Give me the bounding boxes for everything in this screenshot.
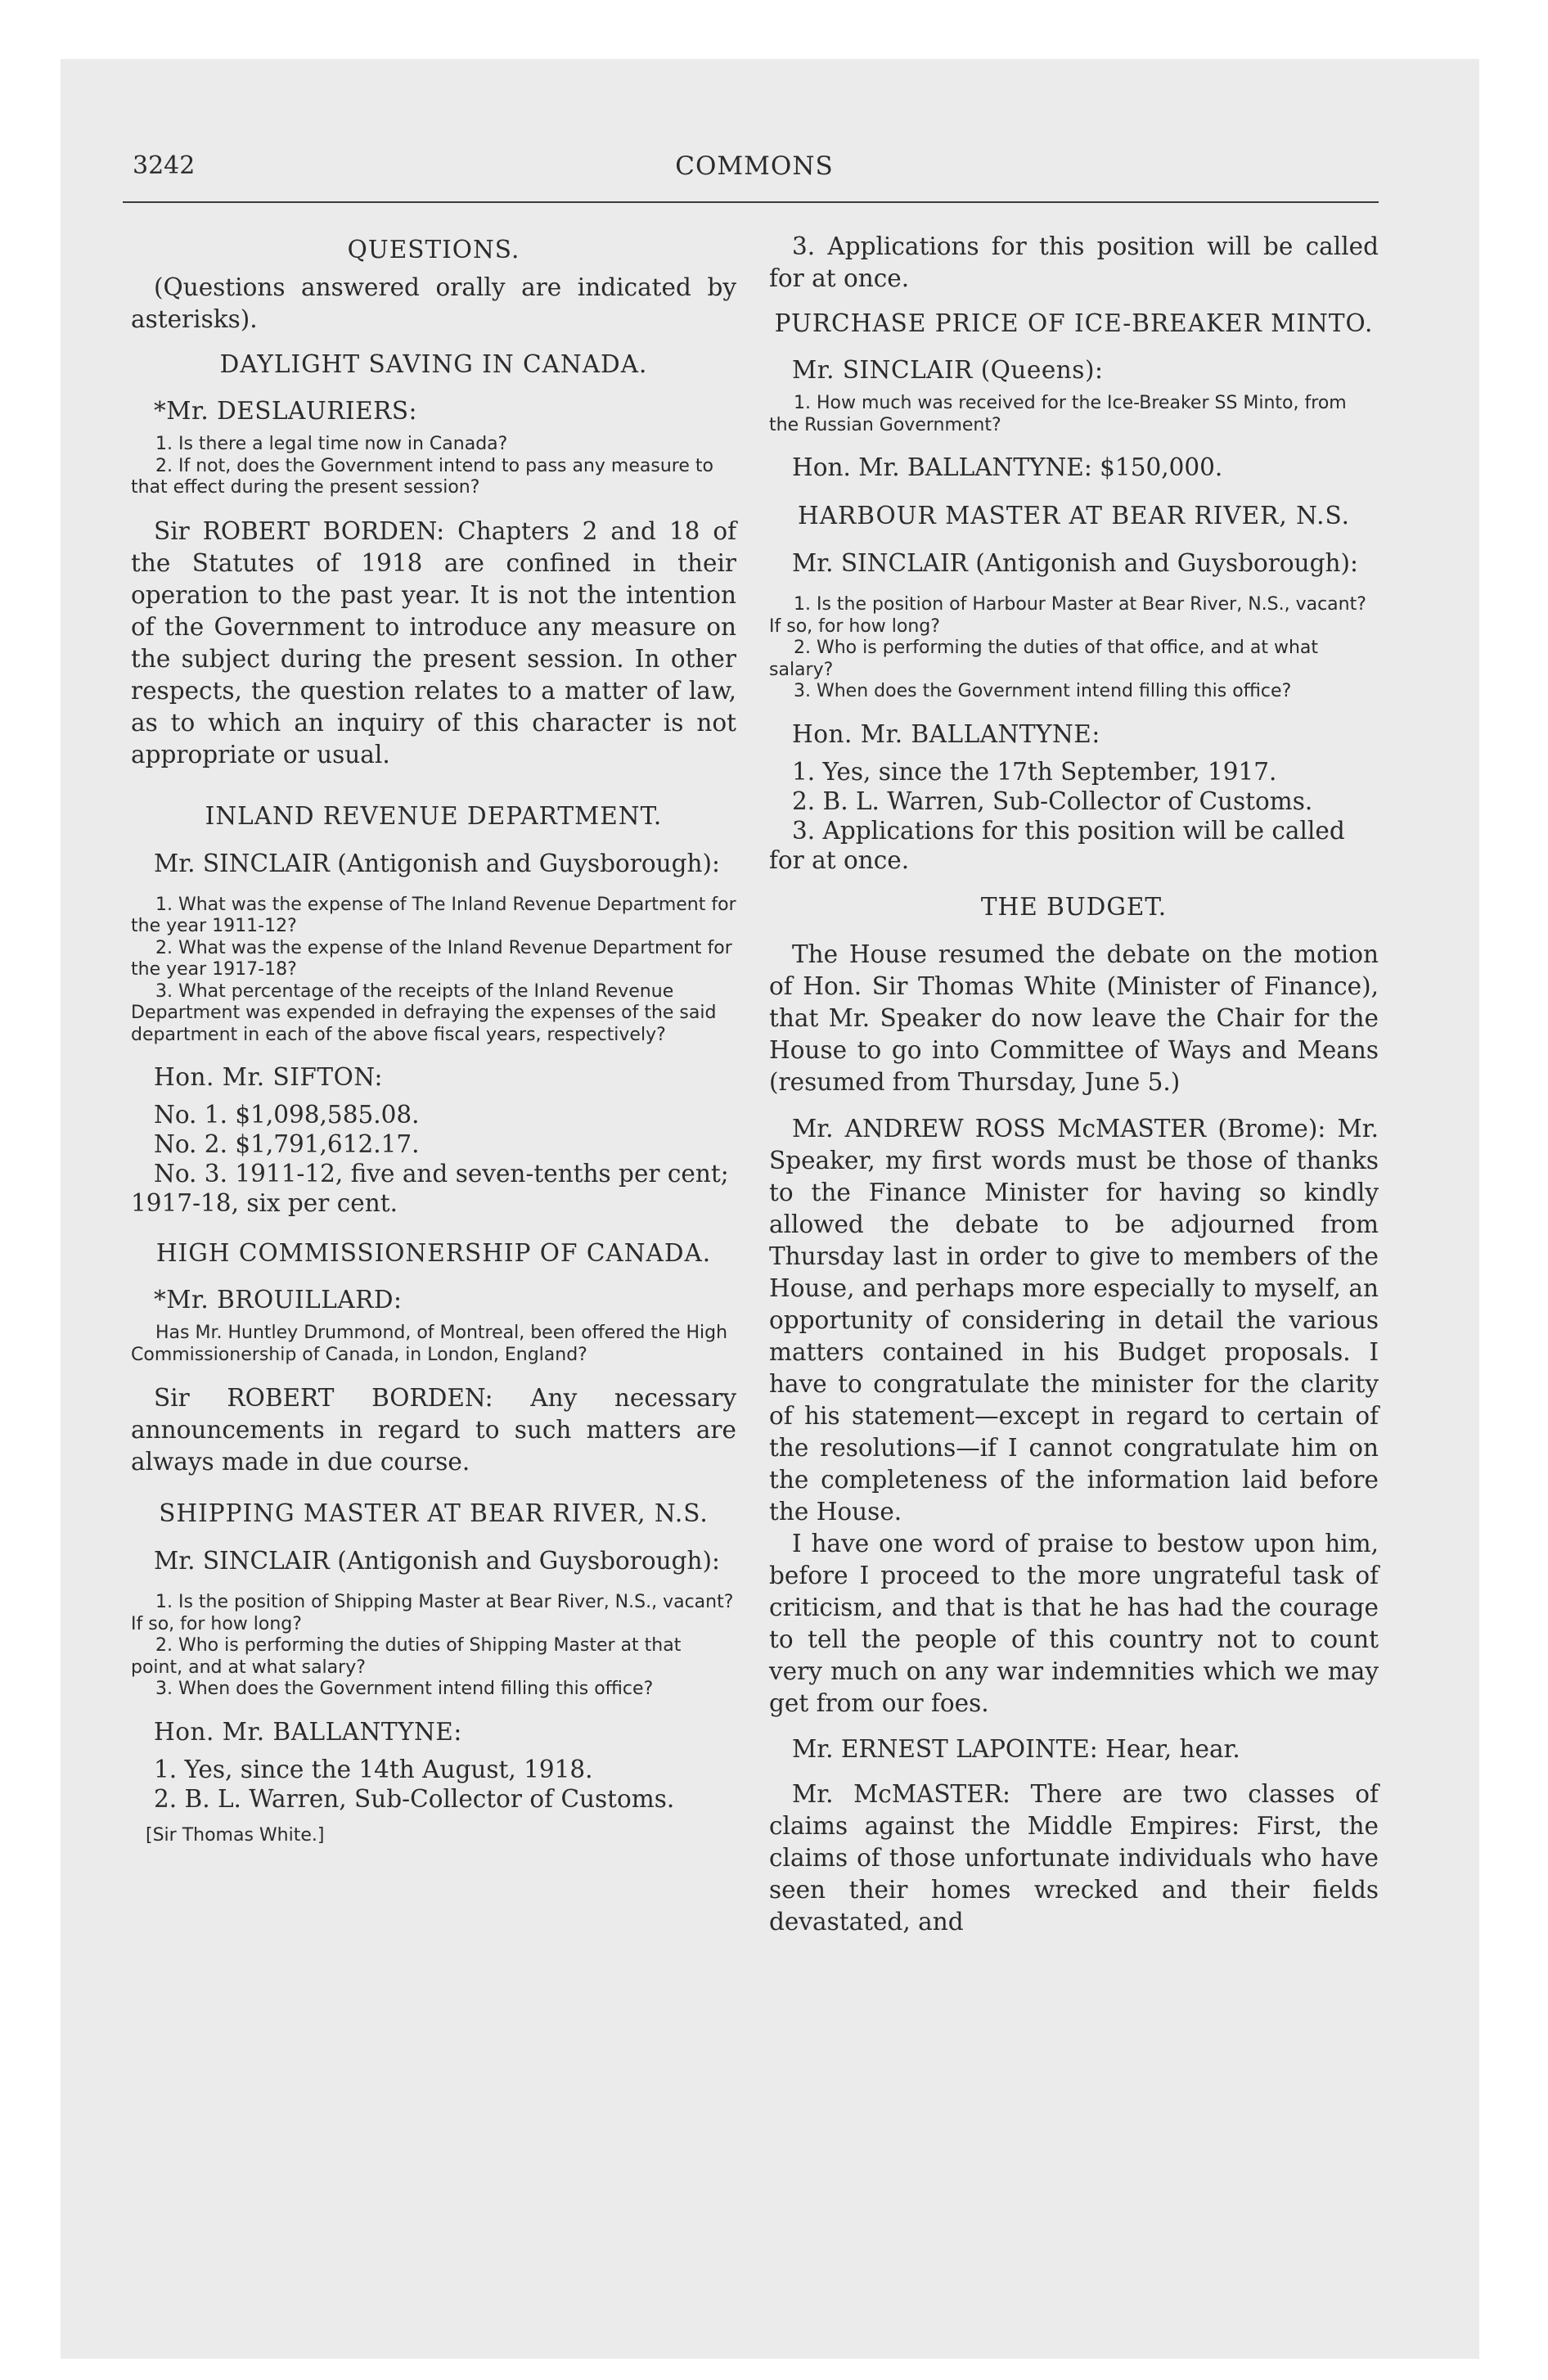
question-item: 1. Is the position of Harbour Master at Bear River, N.S., vacant? If so, for how long? (769, 594, 1366, 637)
answer-item: 1. Yes, since the 17th September, 1917. (792, 757, 1277, 786)
page-number: 3242 (133, 151, 196, 180)
question-item: 2. Who is performing the duties of Shipping Master at that point, and at what salary? (131, 1635, 682, 1678)
question-item: 2. If not, does the Government intend to pass any measure to that effect during the present session? (131, 455, 713, 498)
section-heading-inland-revenue: INLAND REVENUE DEPARTMENT. (205, 801, 663, 830)
speech-speaker: Mr. ANDREW ROSS McMASTER (Brome): (792, 1114, 1326, 1143)
answer-item: 1. Yes, since the 14th August, 1918. (154, 1755, 593, 1783)
asker-brouillard: *Mr. BROUILLARD: (154, 1286, 403, 1314)
question-list-minto (769, 393, 1379, 436)
answer-speaker: Sir ROBERT BORDEN: (154, 1384, 493, 1412)
section-heading-budget: THE BUDGET. (980, 892, 1168, 921)
question-list-inland-revenue (131, 895, 736, 1047)
left-column (131, 231, 736, 1846)
page-header (133, 151, 1376, 184)
section-heading-high-commission: HIGH COMMISSIONERSHIP OF CANADA. (155, 1239, 712, 1267)
speech-text: Mr. Speaker, my first words must be those of thanks to the Finance Minister for having so kindly allowed the debate to be adjourned from Thursday last in order to give to members of the House, and perhaps more especially to myself, an opportunity of considering in detail the various matters contained in his Budget proposals. I have to congratulate the minister for the clarity of his statement—except in regard to certain of the resolutions—if I cannot congratulate him on the completeness of the information laid before the House. (769, 1114, 1379, 1526)
answer-item: 2. B. L. Warren, Sub-Collector of Customs. (792, 787, 1313, 815)
question-item: Has Mr. Huntley Drummond, of Montreal, been offered the High Commissionership of Canada, in London, England? (131, 1323, 728, 1365)
question-item: 3. What percentage of the receipts of the Inland Revenue Department was expended in defraying the expenses of the said department in each of the above fiscal years, respectively? (131, 980, 717, 1045)
asker-deslauriers: *Mr. DESLAURIERS: (154, 397, 417, 425)
asker-sinclair-queens: Mr. SINCLAIR (Queens): (792, 356, 1104, 384)
questions-note: (Questions answered orally are indicated by asterisks). (131, 273, 736, 333)
questions-heading: QUESTIONS. (347, 236, 520, 264)
speech-mcmaster (769, 1113, 1379, 1528)
section-heading-harbour-master: HARBOUR MASTER AT BEAR RIVER, N.S. (798, 502, 1350, 530)
answer-minto: Hon. Mr. BALLANTYNE: $150,000. (792, 453, 1223, 481)
question-list-high-commission (131, 1323, 736, 1366)
answer-list-inland-revenue (131, 1100, 736, 1218)
header-rule (123, 201, 1379, 203)
budget-intro: The House resumed the debate on the motion of Hon. Sir Thomas White (Minister of Finance), that Mr. Speaker do now leave the Chair for the House to go into Committee of Ways and Means (resumed from Thursday, June 5.) (769, 940, 1379, 1096)
asker-sinclair: Mr. SINCLAIR (Antigonish and Guysborough): (792, 549, 1358, 577)
speech-mcmaster-2 (769, 1778, 1379, 1938)
running-head: COMMONS (675, 151, 834, 181)
question-item: 3. When does the Government intend filling this office? (155, 1679, 654, 1699)
asker-sinclair: Mr. SINCLAIR (Antigonish and Guysborough): (154, 849, 720, 877)
question-item: 3. When does the Government intend filling this office? (794, 681, 1292, 701)
speech-speaker: Mr. McMASTER: (792, 1779, 1010, 1808)
section-heading-shipping-master: SHIPPING MASTER AT BEAR RIVER, N.S. (159, 1499, 709, 1527)
question-item: 2. Who is performing the duties of that office, and at what salary? (769, 638, 1319, 680)
interjection-lapointe: Mr. ERNEST LAPOINTE: Hear, hear. (792, 1734, 1240, 1763)
speech-mcmaster-continued: I have one word of praise to bestow upon him, before I proceed to the more ungrateful task of criticism, and that is that he has had the courage to tell the people of this country not to count very much on any war indemnities which we may get from our foes. (769, 1529, 1379, 1717)
question-list-daylight (131, 434, 736, 499)
answer-list-harbour-master (769, 757, 1379, 875)
question-list-harbour-master (769, 594, 1379, 703)
section-heading-minto: PURCHASE PRICE OF ICE-BREAKER MINTO. (774, 309, 1374, 337)
question-list-shipping-master (131, 1592, 736, 1701)
question-item: 1. Is the position of Shipping Master at Bear River, N.S., vacant? If so, for how long? (131, 1592, 734, 1634)
question-item: 1. Is there a legal time now in Canada? (155, 434, 508, 454)
answer-text: Any necessary announcements in regard to such matters are always made in due course. (131, 1384, 736, 1476)
answer-speaker: Sir ROBERT BORDEN: (154, 516, 445, 545)
answer-speaker-ballantyne: Hon. Mr. BALLANTYNE: (154, 1717, 462, 1746)
answer-item: No. 2. $1,791,612.17. (154, 1130, 420, 1158)
right-column (769, 231, 1379, 1953)
footnote-speaker: [Sir Thomas White.] (146, 1824, 325, 1846)
answer-text: Chapters 2 and 18 of the Statutes of 1918 are confined in their operation to the past year. It is not the intention of the Government to introduce any measure on the subject during the present session. In other respects, the question relates to a matter of law, as to which an inquiry of this character is not appropriate or usual. (131, 516, 736, 769)
answer-daylight (131, 516, 736, 771)
shipping-answer-continued: 3. Applications for this position will be called for at once. (769, 232, 1379, 292)
answer-high-commission (131, 1382, 736, 1478)
question-item: 1. What was the expense of The Inland Revenue Department for the year 1911-12? (131, 894, 736, 936)
question-item: 1. How much was received for the Ice-Breaker SS Minto, from the Russian Government? (769, 393, 1347, 435)
asker-sinclair: Mr. SINCLAIR (Antigonish and Guysborough): (154, 1547, 720, 1575)
answer-item: 3. Applications for this position will be called for at once. (769, 816, 1345, 874)
question-item: 2. What was the expense of the Inland Revenue Department for the year 1917-18? (131, 937, 732, 980)
answer-speaker-ballantyne: Hon. Mr. BALLANTYNE: (792, 719, 1100, 748)
speech-text: There are two classes of claims against the Middle Empires: First, the claims of those unfortunate individuals who have seen their homes wrecked and their fields devastated, and (769, 1779, 1379, 1936)
answer-item: No. 3. 1911-12, five and seven-tenths per cent; 1917-18, six per cent. (131, 1160, 729, 1217)
answer-item: 2. B. L. Warren, Sub-Collector of Customs. (154, 1784, 675, 1813)
section-heading-daylight: DAYLIGHT SAVING IN CANADA. (219, 350, 648, 378)
answer-speaker-sifton: Hon. Mr. SIFTON: (154, 1063, 383, 1091)
answer-item: No. 1. $1,098,585.08. (154, 1101, 420, 1129)
answer-list-shipping-master (131, 1755, 736, 1814)
